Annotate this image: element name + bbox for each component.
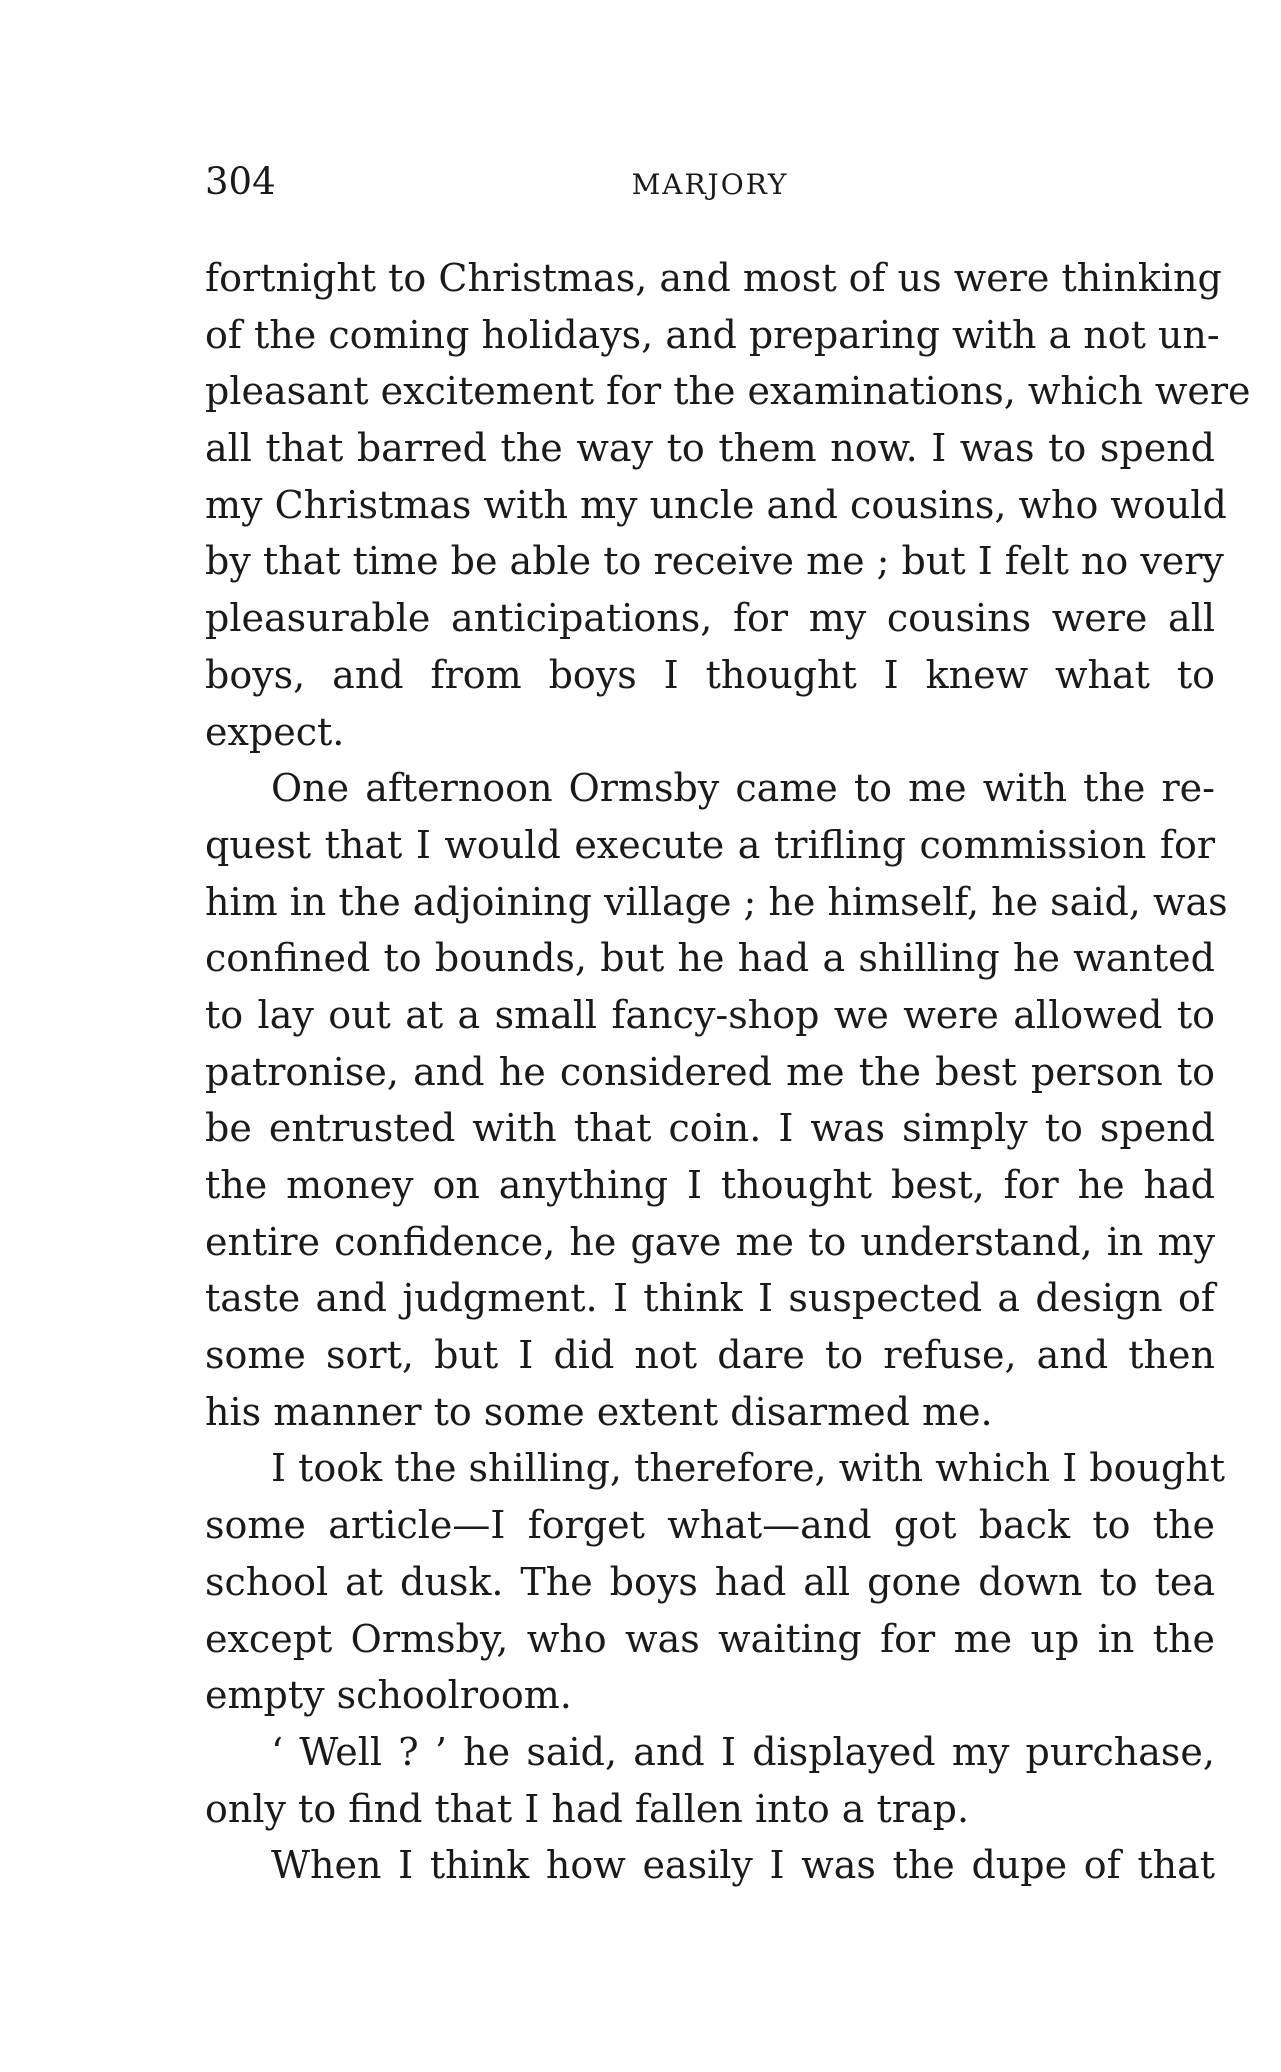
text-line: patronise, and he considered me the best person to [205, 1049, 1215, 1094]
body-text [205, 250, 1251, 1894]
text-line: empty schoolroom. [205, 1673, 572, 1718]
text-line: pleasurable anticipations, for my cousins were all [205, 596, 1215, 641]
text-line: some article—I forget what—and got back to the [205, 1503, 1215, 1548]
text-line: of the coming holidays, and preparing with a not un- [205, 312, 1220, 357]
text-line: pleasant excitement for the examinations, which were [205, 369, 1251, 414]
text-line: by that time be able to receive me ; but I felt no very [205, 539, 1224, 584]
text-line: entire confidence, he gave me to understand, in my [205, 1219, 1215, 1264]
text-line: be entrusted with that coin. I was simply to spend [205, 1106, 1215, 1151]
text-line: except Ormsby, who was waiting for me up in the [205, 1616, 1215, 1661]
text-line: taste and judgment. I think I suspected a design of [205, 1276, 1215, 1321]
text-line: only to find that I had fallen into a trap. [205, 1786, 970, 1831]
page-header [205, 160, 1215, 216]
text-line: fortnight to Christmas, and most of us were thinking [205, 256, 1222, 300]
text-line: confined to bounds, but he had a shilling he wanted [205, 936, 1215, 981]
paragraph-first-line: ‘ Well ? ’ he said, and I displayed my purchase, [271, 1729, 1215, 1774]
text-line: some sort, but I did not dare to refuse, and then [205, 1333, 1215, 1378]
text-line: him in the adjoining village ; he himself, he said, was [205, 879, 1228, 924]
text-line: all that barred the way to them now. I was to spend [205, 426, 1215, 471]
text-line: to lay out at a small fancy-shop we were allowed to [205, 992, 1215, 1037]
text-line: boys, and from boys I thought I knew what to [205, 652, 1215, 697]
paragraph-first-line: One afternoon Ormsby came to me with the re- [271, 766, 1215, 811]
text-line: my Christmas with my uncle and cousins, who would [205, 482, 1227, 527]
page-number: 304 [205, 160, 276, 203]
text-line: school at dusk. The boys had all gone down to tea [205, 1559, 1215, 1604]
text-line: expect. [205, 709, 345, 754]
running-title: MARJORY [631, 168, 789, 201]
text-line: the money on anything I thought best, for he had [205, 1163, 1215, 1207]
text-line: quest that I would execute a trifling commission for [205, 822, 1215, 867]
paragraph-first-line: When I think how easily I was the dupe of that [271, 1843, 1215, 1888]
paragraph-first-line: I took the shilling, therefore, with which I bought [271, 1446, 1226, 1491]
text-line: his manner to some extent disarmed me. [205, 1389, 993, 1434]
